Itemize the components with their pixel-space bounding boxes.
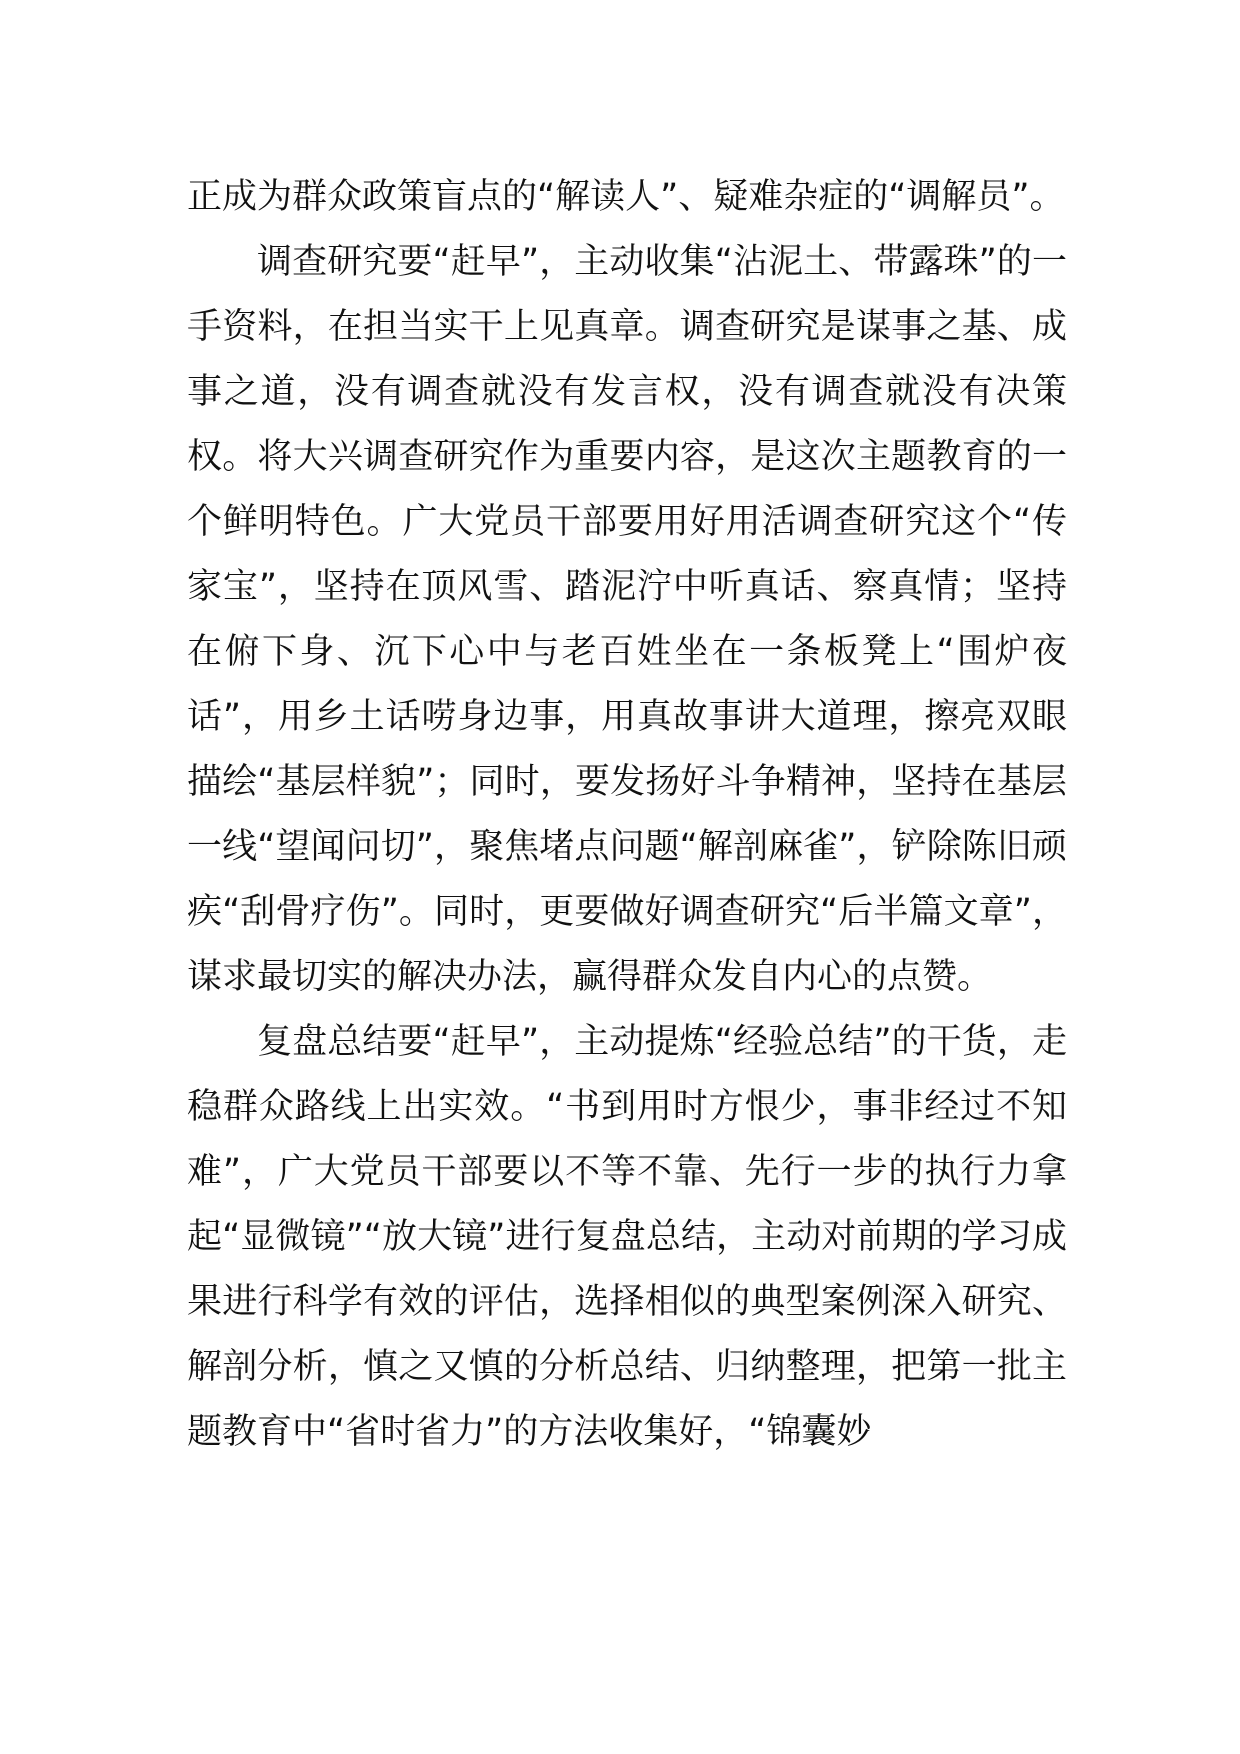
paragraph-continuation: 正成为群众政策盲点的“解读人”、疑难杂症的“调解员”。 [187,177,1065,217]
paragraph-investigation-research: 调查研究要“赶早”，主动收集“沾泥土、带露珠”的一手资料，在担当实干上见真章。调查研究是谋事之基、成事之道，没有调查就没有发言权，没有调查就没有决策权。将大兴调查研究作为重要内容，是这次主题教育的一个鲜明特色。广大党员干部要用好用活调查研究这个“传家宝”，坚持在顶风雪、踏泥泞中听真话、察真情；坚持在俯下身、沉下心中与老百姓坐在一条板凳上“围炉夜话”，用乡土话唠身边事，用真故事讲大道理，擦亮双眼描绘“基层样貌”；同时，要发扬好斗争精神，坚持在基层一线“望闻问切”，聚焦堵点问题“解剖麻雀”，铲除陈旧顽疾“刮骨疗伤”。同时，更要做好调查研究“后半篇文章”，谋求最切实的解决办法，赢得群众发自内心的点赞。 [187,242,1067,997]
paragraph-review-summary: 复盘总结要“赶早”，主动提炼“经验总结”的干货，走稳群众路线上出实效。“书到用时方恨少，事非经过不知难”，广大党员干部要以不等不靠、先行一步的执行力拿起“显微镜”“放大镜”进行复盘总结，主动对前期的学习成果进行科学有效的评估，选择相似的典型案例深入研究、解剖分析，慎之又慎的分析总结、归纳整理，把第一批主题教育中“省时省力”的方法收集好，“锦囊妙 [187,1022,1067,1452]
document-page [187,165,1067,1465]
